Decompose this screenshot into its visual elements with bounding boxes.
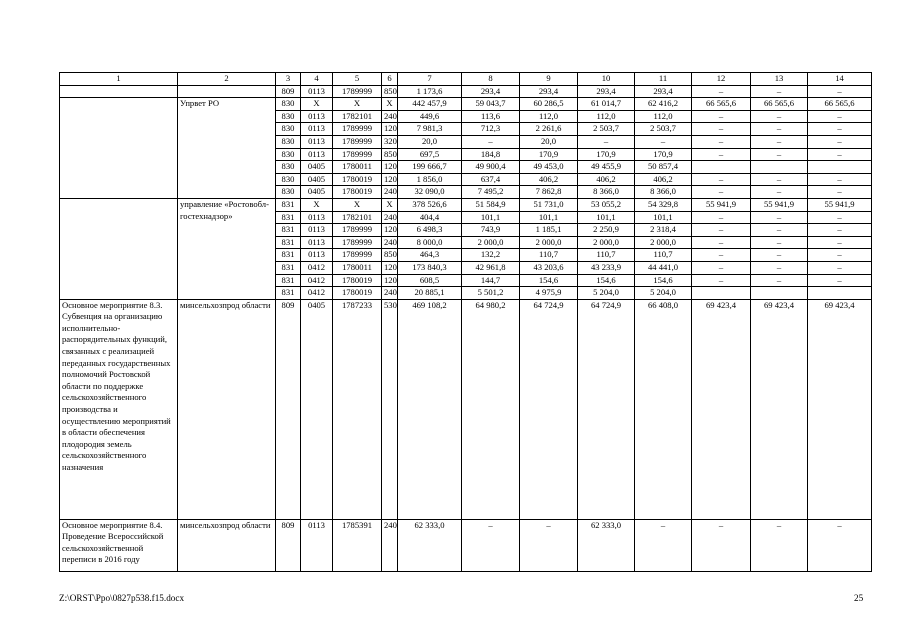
amount-cell: 110,7 [520, 249, 578, 262]
amount-cell: – [692, 274, 751, 287]
amount-cell: 60 286,5 [520, 98, 578, 111]
budget-code-cell: 809 [276, 299, 301, 519]
amount-cell [751, 161, 808, 174]
amount-cell: 53 055,2 [578, 198, 635, 211]
budget-code-cell: 830 [276, 123, 301, 136]
budget-code-cell: 0405 [301, 299, 333, 519]
budget-code-cell: 0405 [301, 161, 333, 174]
amount-cell: 7 495,2 [462, 186, 520, 199]
budget-code-cell: 809 [276, 519, 301, 571]
amount-cell: – [751, 261, 808, 274]
amount-cell: – [808, 236, 872, 249]
budget-code-cell: 120 [382, 161, 398, 174]
responsible-executor-cell: минсельхозпрод области [178, 519, 276, 571]
amount-cell: – [692, 186, 751, 199]
amount-cell: 170,9 [578, 148, 635, 161]
amount-cell: 112,0 [635, 110, 692, 123]
budget-code-cell: 0113 [301, 224, 333, 237]
amount-cell: 293,4 [635, 85, 692, 98]
amount-cell [692, 161, 751, 174]
column-number: 4 [301, 73, 333, 86]
amount-cell: 51 731,0 [520, 198, 578, 211]
amount-cell: – [751, 519, 808, 571]
amount-cell: 69 423,4 [692, 299, 751, 519]
amount-cell: – [751, 110, 808, 123]
amount-cell: 32 090,0 [398, 186, 462, 199]
budget-code-cell: 831 [276, 261, 301, 274]
budget-code-cell: 831 [276, 198, 301, 211]
amount-cell: 49 455,9 [578, 161, 635, 174]
amount-cell: 42 961,8 [462, 261, 520, 274]
amount-cell: 66 565,6 [692, 98, 751, 111]
amount-cell: 404,4 [398, 211, 462, 224]
budget-code-cell: 0113 [301, 249, 333, 262]
amount-cell: 69 423,4 [751, 299, 808, 519]
amount-cell: – [692, 236, 751, 249]
budget-code-cell: 120 [382, 261, 398, 274]
amount-cell: 112,0 [520, 110, 578, 123]
budget-code-cell: 830 [276, 161, 301, 174]
budget-code-cell: 831 [276, 211, 301, 224]
amount-cell: 101,1 [578, 211, 635, 224]
budget-code-cell: 1782101 [333, 211, 382, 224]
budget-code-cell: 1782101 [333, 110, 382, 123]
budget-code-cell: 0412 [301, 261, 333, 274]
budget-code-cell: 120 [382, 274, 398, 287]
amount-cell: 66 408,0 [635, 299, 692, 519]
amount-cell: 2 250,9 [578, 224, 635, 237]
amount-cell: 469 108,2 [398, 299, 462, 519]
budget-code-cell: 530 [382, 299, 398, 519]
header-row [60, 73, 872, 86]
amount-cell: – [751, 85, 808, 98]
budget-code-cell: 830 [276, 186, 301, 199]
budget-table-container [59, 72, 871, 572]
amount-cell: 55 941,9 [808, 198, 872, 211]
amount-cell: 154,6 [635, 274, 692, 287]
amount-cell: – [692, 224, 751, 237]
amount-cell: – [808, 110, 872, 123]
document-file-path: Z:\ORST\Ppo\0827p538.f15.docx [59, 593, 185, 603]
budget-code-cell: 830 [276, 98, 301, 111]
amount-cell [808, 287, 872, 300]
amount-cell: 112,0 [578, 110, 635, 123]
amount-cell: 4 975,9 [520, 287, 578, 300]
amount-cell: 5 204,0 [635, 287, 692, 300]
amount-cell: 199 666,7 [398, 161, 462, 174]
column-number: 14 [808, 73, 872, 86]
budget-code-cell: 120 [382, 173, 398, 186]
amount-cell: 20,0 [520, 135, 578, 148]
budget-code-cell: 0113 [301, 85, 333, 98]
budget-code-cell: 240 [382, 186, 398, 199]
amount-cell: 2 000,0 [635, 236, 692, 249]
amount-cell: 2 000,0 [578, 236, 635, 249]
budget-code-cell: 850 [382, 85, 398, 98]
budget-code-cell: 1780011 [333, 261, 382, 274]
amount-cell: – [692, 85, 751, 98]
amount-cell: 8 366,0 [578, 186, 635, 199]
budget-code-cell: 830 [276, 135, 301, 148]
table-row [60, 198, 872, 211]
amount-cell: 144,7 [462, 274, 520, 287]
budget-code-cell: 830 [276, 110, 301, 123]
budget-code-cell: 240 [382, 236, 398, 249]
budget-code-cell: 1789999 [333, 123, 382, 136]
amount-cell: 69 423,4 [808, 299, 872, 519]
budget-code-cell: 1780019 [333, 287, 382, 300]
amount-cell: 20 885,1 [398, 287, 462, 300]
amount-cell: – [808, 519, 872, 571]
amount-cell: – [692, 110, 751, 123]
amount-cell: 49 900,4 [462, 161, 520, 174]
column-number: 10 [578, 73, 635, 86]
amount-cell: 293,4 [520, 85, 578, 98]
amount-cell: – [751, 249, 808, 262]
amount-cell: – [462, 135, 520, 148]
amount-cell: 8 366,0 [635, 186, 692, 199]
responsible-executor-cell: Упрвет РО [178, 98, 276, 199]
column-number: 5 [333, 73, 382, 86]
amount-cell: 61 014,7 [578, 98, 635, 111]
budget-code-cell: X [382, 98, 398, 111]
page-number: 25 [854, 593, 864, 603]
amount-cell: – [808, 123, 872, 136]
amount-cell: – [578, 135, 635, 148]
budget-code-cell: 1780011 [333, 161, 382, 174]
budget-code-cell: 0405 [301, 186, 333, 199]
budget-code-cell: 1780019 [333, 173, 382, 186]
budget-code-cell: 0113 [301, 236, 333, 249]
column-number: 9 [520, 73, 578, 86]
budget-code-cell: 0113 [301, 211, 333, 224]
amount-cell: 184,8 [462, 148, 520, 161]
budget-code-cell: 850 [382, 249, 398, 262]
amount-cell: 43 233,9 [578, 261, 635, 274]
budget-code-cell: X [382, 198, 398, 211]
amount-cell: 697,5 [398, 148, 462, 161]
amount-cell: 1 856,0 [398, 173, 462, 186]
table-row [60, 519, 872, 571]
column-number: 6 [382, 73, 398, 86]
amount-cell: 50 857,4 [635, 161, 692, 174]
budget-code-cell: 809 [276, 85, 301, 98]
amount-cell: 712,3 [462, 123, 520, 136]
amount-cell: – [808, 186, 872, 199]
budget-code-cell: 1789999 [333, 148, 382, 161]
amount-cell: – [751, 274, 808, 287]
budget-code-cell: 830 [276, 148, 301, 161]
budget-code-cell: 0113 [301, 519, 333, 571]
budget-code-cell: X [333, 198, 382, 211]
budget-code-cell: X [301, 98, 333, 111]
amount-cell: – [635, 135, 692, 148]
amount-cell: – [751, 123, 808, 136]
table-row [60, 299, 872, 519]
budget-code-cell: 0113 [301, 123, 333, 136]
amount-cell: 110,7 [578, 249, 635, 262]
amount-cell: – [692, 148, 751, 161]
column-number: 3 [276, 73, 301, 86]
amount-cell: – [808, 173, 872, 186]
amount-cell: 55 941,9 [692, 198, 751, 211]
amount-cell: 64 724,9 [578, 299, 635, 519]
column-number: 2 [178, 73, 276, 86]
amount-cell: 7 862,8 [520, 186, 578, 199]
amount-cell: – [751, 224, 808, 237]
amount-cell: 113,6 [462, 110, 520, 123]
amount-cell: 406,2 [520, 173, 578, 186]
amount-cell: 54 329,8 [635, 198, 692, 211]
budget-code-cell: 1789999 [333, 135, 382, 148]
budget-code-cell: 0113 [301, 110, 333, 123]
amount-cell: 1 185,1 [520, 224, 578, 237]
amount-cell: 464,3 [398, 249, 462, 262]
amount-cell: – [751, 211, 808, 224]
amount-cell: 2 503,7 [578, 123, 635, 136]
column-number: 11 [635, 73, 692, 86]
amount-cell: 66 565,6 [751, 98, 808, 111]
budget-code-cell: 0405 [301, 173, 333, 186]
program-event-cell [60, 85, 178, 98]
budget-code-cell: 120 [382, 224, 398, 237]
budget-code-cell: 1789999 [333, 224, 382, 237]
amount-cell: 173 840,3 [398, 261, 462, 274]
amount-cell: 59 043,7 [462, 98, 520, 111]
amount-cell: 2 503,7 [635, 123, 692, 136]
amount-cell: – [692, 249, 751, 262]
amount-cell: 170,9 [635, 148, 692, 161]
budget-code-cell: 831 [276, 274, 301, 287]
amount-cell: – [808, 85, 872, 98]
budget-code-cell: 0113 [301, 148, 333, 161]
amount-cell: – [692, 261, 751, 274]
amount-cell: 5 501,2 [462, 287, 520, 300]
amount-cell: 449,6 [398, 110, 462, 123]
program-event-cell [60, 98, 178, 199]
table-body [60, 73, 872, 572]
amount-cell: – [808, 148, 872, 161]
amount-cell: 608,5 [398, 274, 462, 287]
budget-code-cell: 0412 [301, 287, 333, 300]
budget-code-cell: X [333, 98, 382, 111]
amount-cell: 132,2 [462, 249, 520, 262]
responsible-executor-cell [178, 85, 276, 98]
amount-cell: 637,4 [462, 173, 520, 186]
amount-cell: 62 416,2 [635, 98, 692, 111]
amount-cell: – [751, 186, 808, 199]
budget-code-cell: X [301, 198, 333, 211]
amount-cell: 110,7 [635, 249, 692, 262]
amount-cell: – [462, 519, 520, 571]
amount-cell: 293,4 [462, 85, 520, 98]
budget-code-cell: 831 [276, 287, 301, 300]
responsible-executor-cell: минсельхозпрод области [178, 299, 276, 519]
amount-cell: 378 526,6 [398, 198, 462, 211]
budget-code-cell: 120 [382, 123, 398, 136]
amount-cell: – [751, 173, 808, 186]
budget-code-cell: 1785391 [333, 519, 382, 571]
amount-cell: 5 204,0 [578, 287, 635, 300]
amount-cell: – [808, 261, 872, 274]
amount-cell: 49 453,0 [520, 161, 578, 174]
budget-code-cell: 320 [382, 135, 398, 148]
amount-cell: – [692, 519, 751, 571]
amount-cell: 293,4 [578, 85, 635, 98]
amount-cell: 2 318,4 [635, 224, 692, 237]
amount-cell: – [751, 135, 808, 148]
amount-cell: 2 000,0 [520, 236, 578, 249]
amount-cell: 101,1 [520, 211, 578, 224]
amount-cell: 170,9 [520, 148, 578, 161]
amount-cell: 406,2 [635, 173, 692, 186]
budget-code-cell: 1789999 [333, 249, 382, 262]
amount-cell: 442 457,9 [398, 98, 462, 111]
budget-code-cell: 240 [382, 110, 398, 123]
amount-cell: – [808, 211, 872, 224]
budget-code-cell: 830 [276, 173, 301, 186]
responsible-executor-cell: управление «Ростовобл-гостехнадзор» [178, 198, 276, 299]
budget-code-cell: 1780019 [333, 274, 382, 287]
budget-code-cell: 831 [276, 249, 301, 262]
amount-cell: 406,2 [578, 173, 635, 186]
program-event-cell: Основное мероприятие 8.3. Субвенция на организацию исполнительно-распорядительных функций, связанных с реализацией переданных государственных полномочий Ростовской области по поддержке сельскохозяйственного производства и осуществлению мероприятий в области обеспечения плодородия земель сельскохозяйственного назначения [60, 299, 178, 519]
amount-cell: – [808, 274, 872, 287]
amount-cell: 1 173,6 [398, 85, 462, 98]
amount-cell: 6 498,3 [398, 224, 462, 237]
column-number: 13 [751, 73, 808, 86]
amount-cell: – [635, 519, 692, 571]
budget-code-cell: 0113 [301, 135, 333, 148]
amount-cell: 154,6 [520, 274, 578, 287]
amount-cell: – [808, 224, 872, 237]
amount-cell: 44 441,0 [635, 261, 692, 274]
budget-code-cell: 0412 [301, 274, 333, 287]
program-event-cell: Основное мероприятие 8.4. Проведение Всероссийской сельскохозяйственной переписи в 2016 году [60, 519, 178, 571]
amount-cell: – [692, 135, 751, 148]
budget-code-cell: 850 [382, 148, 398, 161]
program-event-cell [60, 198, 178, 299]
amount-cell: – [520, 519, 578, 571]
budget-code-cell: 240 [382, 519, 398, 571]
amount-cell: 66 565,6 [808, 98, 872, 111]
amount-cell: – [808, 249, 872, 262]
amount-cell: – [692, 173, 751, 186]
budget-code-cell: 1789999 [333, 236, 382, 249]
amount-cell: 51 584,9 [462, 198, 520, 211]
amount-cell: 43 203,6 [520, 261, 578, 274]
table-row [60, 85, 872, 98]
amount-cell: 101,1 [635, 211, 692, 224]
budget-code-cell: 240 [382, 211, 398, 224]
amount-cell: 154,6 [578, 274, 635, 287]
table-row [60, 98, 872, 111]
amount-cell: 20,0 [398, 135, 462, 148]
budget-code-cell: 831 [276, 236, 301, 249]
amount-cell: 743,9 [462, 224, 520, 237]
column-number: 7 [398, 73, 462, 86]
amount-cell: 55 941,9 [751, 198, 808, 211]
amount-cell: – [808, 135, 872, 148]
amount-cell: 2 000,0 [462, 236, 520, 249]
amount-cell: 8 000,0 [398, 236, 462, 249]
amount-cell: 64 980,2 [462, 299, 520, 519]
amount-cell: 101,1 [462, 211, 520, 224]
budget-code-cell: 831 [276, 224, 301, 237]
amount-cell [808, 161, 872, 174]
amount-cell: – [692, 211, 751, 224]
amount-cell: – [751, 148, 808, 161]
amount-cell: 62 333,0 [398, 519, 462, 571]
amount-cell [751, 287, 808, 300]
amount-cell: 62 333,0 [578, 519, 635, 571]
amount-cell [692, 287, 751, 300]
column-number: 12 [692, 73, 751, 86]
amount-cell: 64 724,9 [520, 299, 578, 519]
column-number: 1 [60, 73, 178, 86]
budget-code-cell: 1780019 [333, 186, 382, 199]
amount-cell: 7 981,3 [398, 123, 462, 136]
budget-code-cell: 1787233 [333, 299, 382, 519]
amount-cell: – [692, 123, 751, 136]
budget-table [59, 72, 872, 572]
amount-cell: 2 261,6 [520, 123, 578, 136]
amount-cell: – [751, 236, 808, 249]
budget-code-cell: 1789999 [333, 85, 382, 98]
column-number: 8 [462, 73, 520, 86]
budget-code-cell: 240 [382, 287, 398, 300]
